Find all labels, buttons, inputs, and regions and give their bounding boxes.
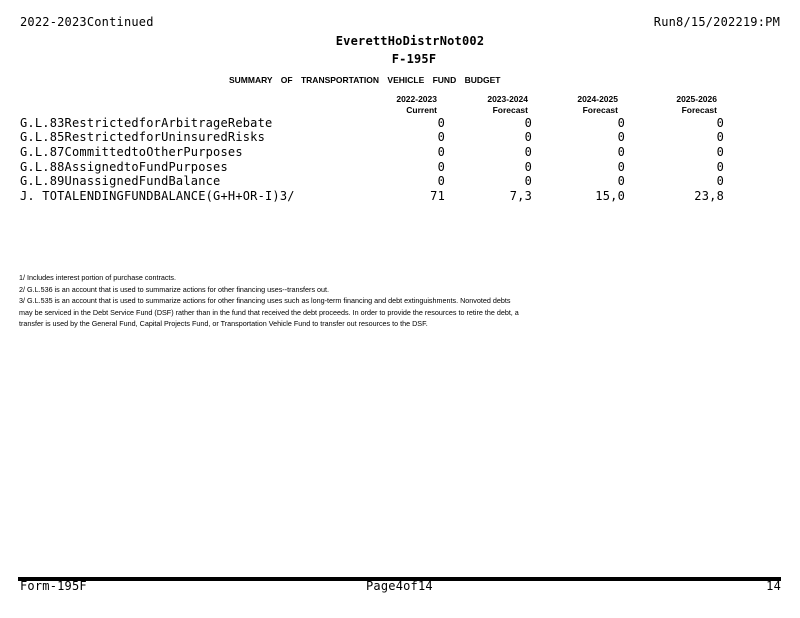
row-label: J. TOTALENDINGFUNDBALANCE(G+H+OR-I)3/ [20, 189, 295, 203]
row-value-2022-2023: 71 [430, 189, 445, 203]
row-value-2025-2026: 0 [716, 160, 724, 174]
row-value-2024-2025: 0 [617, 160, 625, 174]
footnotes [19, 272, 735, 330]
row-value-2022-2023: 0 [437, 145, 445, 159]
column-kind: Forecast [492, 105, 528, 115]
row-value-2024-2025: 15,0 [595, 189, 625, 203]
row-label: G.L.85RestrictedforUninsuredRisks [20, 130, 266, 144]
row-value-2025-2026: 23,8 [694, 189, 724, 203]
footer-form-label: Form-195F [20, 579, 87, 593]
row-value-2023-2024: 0 [524, 145, 532, 159]
row-value-2024-2025: 0 [617, 174, 625, 188]
row-label: G.L.87CommittedtoOtherPurposes [20, 145, 243, 159]
row-label: G.L.88AssignedtoFundPurposes [20, 160, 228, 174]
column-kind: Forecast [582, 105, 618, 115]
column-year: 2022-2023 [396, 94, 437, 104]
district-title: EverettHoDistrNot002 [335, 34, 485, 48]
row-label: G.L.89UnassignedFundBalance [20, 174, 221, 188]
row-value-2022-2023: 0 [437, 130, 445, 144]
row-value-2024-2025: 0 [617, 145, 625, 159]
row-value-2022-2023: 0 [437, 116, 445, 130]
column-header-2024-2025 [577, 94, 618, 116]
footer-page-number: Page4of14 [366, 579, 433, 593]
header-run-timestamp: Run8/15/202219:PM [653, 15, 780, 29]
row-value-2022-2023: 0 [437, 160, 445, 174]
row-value-2023-2024: 0 [524, 174, 532, 188]
row-value-2023-2024: 0 [524, 130, 532, 144]
footnote-2: 2/ G.L.536 is an account that is used to summarize actions for other financing uses--transfers out. [19, 284, 330, 294]
column-header-2022-2023 [396, 94, 437, 116]
row-value-2025-2026: 0 [716, 116, 724, 130]
summary-title: SUMMARY OF TRANSPORTATION VEHICLE FUND BUDGET [229, 75, 501, 85]
footnote-1: 1/ Includes interest portion of purchase contracts. [19, 273, 177, 282]
row-value-2023-2024: 7,3 [509, 189, 532, 203]
row-value-2025-2026: 0 [716, 145, 724, 159]
footer-total-pages: 14 [766, 579, 781, 593]
row-value-2024-2025: 0 [617, 116, 625, 130]
row-value-2023-2024: 0 [524, 160, 532, 174]
column-year: 2025-2026 [676, 94, 717, 104]
footnote-3: 3/ G.L.535 is an account that is used to summarize actions for other financing uses such as long-term financing and debt extinguishments. Nonvoted debts [19, 296, 511, 305]
form-code-title: F-195F [391, 52, 437, 66]
column-header-2023-2024 [487, 94, 528, 116]
row-value-2025-2026: 0 [716, 130, 724, 144]
row-value-2022-2023: 0 [437, 174, 445, 188]
column-header-2025-2026 [676, 94, 717, 116]
row-value-2024-2025: 0 [617, 130, 625, 144]
footnote-3-continued: may be serviced in the Debt Service Fund (DSF) rather than in the fund that received the debt proceeds. In order to provide the resources to retire the debt, a [19, 307, 519, 317]
row-value-2025-2026: 0 [716, 174, 724, 188]
column-kind: Current [406, 105, 437, 115]
row-value-2023-2024: 0 [524, 116, 532, 130]
column-year: 2024-2025 [577, 94, 618, 104]
header-continued-label: 2022-2023Continued [20, 15, 154, 29]
column-kind: Forecast [681, 105, 717, 115]
row-label: G.L.83RestrictedforArbitrageRebate [20, 116, 273, 130]
column-year: 2023-2024 [487, 94, 528, 104]
footnote-3-continued: transfer is used by the General Fund, Capital Projects Fund, or Transportation Vehicle Fund to transfer out resources to the DSF. [19, 319, 428, 328]
